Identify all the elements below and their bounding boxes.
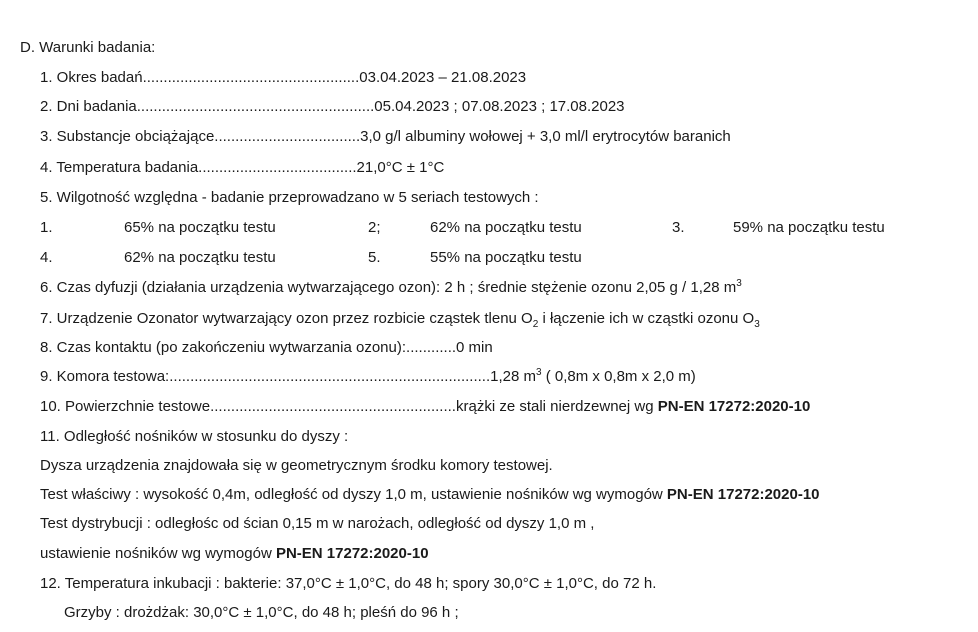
humidity-s3-value-text: 59% na początku testu (733, 219, 885, 236)
humidity-s4-num (40, 248, 53, 268)
paragraph-ustawienie-text: ustawienie nośników wg wymogów (40, 545, 276, 562)
item-9-label: 9. Komora testowa: (40, 368, 170, 385)
item-8-value: 0 min (456, 339, 493, 356)
humidity-s5-num (368, 248, 381, 268)
item-1-label: 1. Okres badań (40, 69, 143, 86)
item-7-urzadzenie (40, 309, 760, 329)
item-3-label: 3. Substancje obciążające (40, 128, 215, 145)
item-12-text: 12. Temperatura inkubacji : bakterie: 37,0°C ± 1,0°C, do 48 h; spory 30,0°C ± 1,0°C, do 72 h. (40, 575, 657, 592)
section-heading-text: D. Warunki badania: (20, 39, 156, 56)
item-3-value: 3,0 g/l albuminy wołowej + 3,0 ml/l erytrocytów baranich (360, 128, 731, 145)
item-4-temperatura (40, 158, 444, 178)
item-5-wilgotnosc (40, 188, 539, 208)
item-12-temperatura-inkubacji (40, 574, 656, 594)
item-3-substancje (40, 127, 731, 147)
item-3-dots: ................................... (214, 128, 361, 145)
item-7-text-a: 7. Urządzenie Ozonator wytwarzający ozon przez rozbicie cząstek tlenu O (40, 310, 533, 327)
item-8-czas-kontaktu (40, 338, 493, 358)
item-2-value: 05.04.2023 ; 07.08.2023 ; 17.08.2023 (374, 98, 625, 115)
item-4-label: 4. Temperatura badania (40, 159, 199, 176)
paragraph-ustawienie (40, 544, 429, 564)
humidity-s4-num-text: 4. (40, 249, 53, 266)
item-9-komora (40, 367, 696, 387)
item-2-label: 2. Dni badania (40, 98, 137, 115)
item-9-value: 1,28 m (490, 368, 536, 385)
paragraph-dysza (40, 456, 553, 476)
item-11-odleglosc (40, 427, 348, 447)
paragraph-ustawienie-norm: PN-EN 17272:2020-10 (275, 545, 429, 562)
item-7-subscript-b: 3 (754, 319, 760, 330)
humidity-s3-value (733, 218, 885, 238)
paragraph-test-dystrybucji (40, 514, 594, 534)
humidity-s2-value (430, 218, 582, 238)
item-9-superscript: 3 (536, 367, 542, 378)
paragraph-grzyby-text: Grzyby : drożdżak: 30,0°C ± 1,0°C, do 48 h; pleśń do 96 h ; (64, 604, 459, 621)
item-9-value-tail: ( 0,8m x 0,8m x 2,0 m) (541, 368, 696, 385)
humidity-s3-num (672, 218, 685, 238)
item-6-czas-dyfuzji (40, 278, 742, 298)
item-8-label: 8. Czas kontaktu (po zakończeniu wytwarzania ozonu): (40, 339, 407, 356)
humidity-s1-value (124, 218, 276, 238)
paragraph-dysza-text: Dysza urządzenia znajdowała się w geometrycznym środku komory testowej. (40, 457, 553, 474)
humidity-s1-num (40, 218, 53, 238)
item-4-value: 21,0°C ± 1°C (356, 159, 445, 176)
item-1-okres-badan (40, 68, 526, 88)
item-9-dots: ............................................................................. (169, 368, 491, 385)
item-2-dni-badania (40, 97, 625, 117)
paragraph-test-wlasciwy-norm: PN-EN 17272:2020-10 (666, 486, 820, 503)
item-11-label: 11. Odległość nośników w stosunku do dyszy : (40, 428, 349, 445)
humidity-s4-value-text: 62% na początku testu (124, 249, 276, 266)
item-5-label: 5. Wilgotność względna - badanie przeprowadzano w 5 seriach testowych : (40, 189, 539, 206)
humidity-s5-num-text: 5. (368, 249, 381, 266)
item-8-dots: ............ (406, 339, 457, 356)
item-10-norm: PN-EN 17272:2020-10 (657, 398, 811, 415)
item-1-value: 03.04.2023 – 21.08.2023 (359, 69, 527, 86)
item-6-superscript: 3 (736, 278, 742, 289)
item-10-label: 10. Powierzchnie testowe (40, 398, 211, 415)
paragraph-test-dystrybucji-text: Test dystrybucji : odległośc od ścian 0,15 m w narożach, odległość od dyszy 1,0 m , (40, 515, 595, 532)
item-10-dots: ........................................................... (210, 398, 456, 415)
paragraph-grzyby (64, 603, 459, 623)
humidity-s4-value (124, 248, 276, 268)
humidity-s5-value-text: 55% na początku testu (430, 249, 582, 266)
item-7-text-b: i łączenie ich w cząstki ozonu O (538, 310, 755, 327)
item-2-dots: ......................................................... (136, 98, 375, 115)
item-4-dots: ...................................... (198, 159, 357, 176)
paragraph-test-wlasciwy (40, 485, 820, 505)
humidity-s2-num (368, 218, 381, 238)
paragraph-test-wlasciwy-text: Test właściwy : wysokość 0,4m, odległość od dyszy 1,0 m, ustawienie nośników wg wymogów (40, 486, 667, 503)
item-7-subscript-a: 2 (532, 319, 539, 330)
item-10-powierzchnie (40, 397, 810, 417)
humidity-s3-num-text: 3. (672, 219, 685, 236)
humidity-s1-num-text: 1. (40, 219, 53, 236)
humidity-s5-value (430, 248, 582, 268)
item-10-value: krążki ze stali nierdzewnej wg (455, 398, 658, 415)
item-1-dots: .................................................... (142, 69, 360, 86)
humidity-s2-num-text: 2; (368, 219, 381, 236)
humidity-s2-value-text: 62% na początku testu (430, 219, 582, 236)
section-heading (20, 38, 155, 58)
item-6-text: 6. Czas dyfuzji (działania urządzenia wytwarzającego ozon): 2 h ; średnie stężenie ozonu 2,05 g / 1,28 m (40, 279, 737, 296)
humidity-s1-value-text: 65% na początku testu (124, 219, 276, 236)
